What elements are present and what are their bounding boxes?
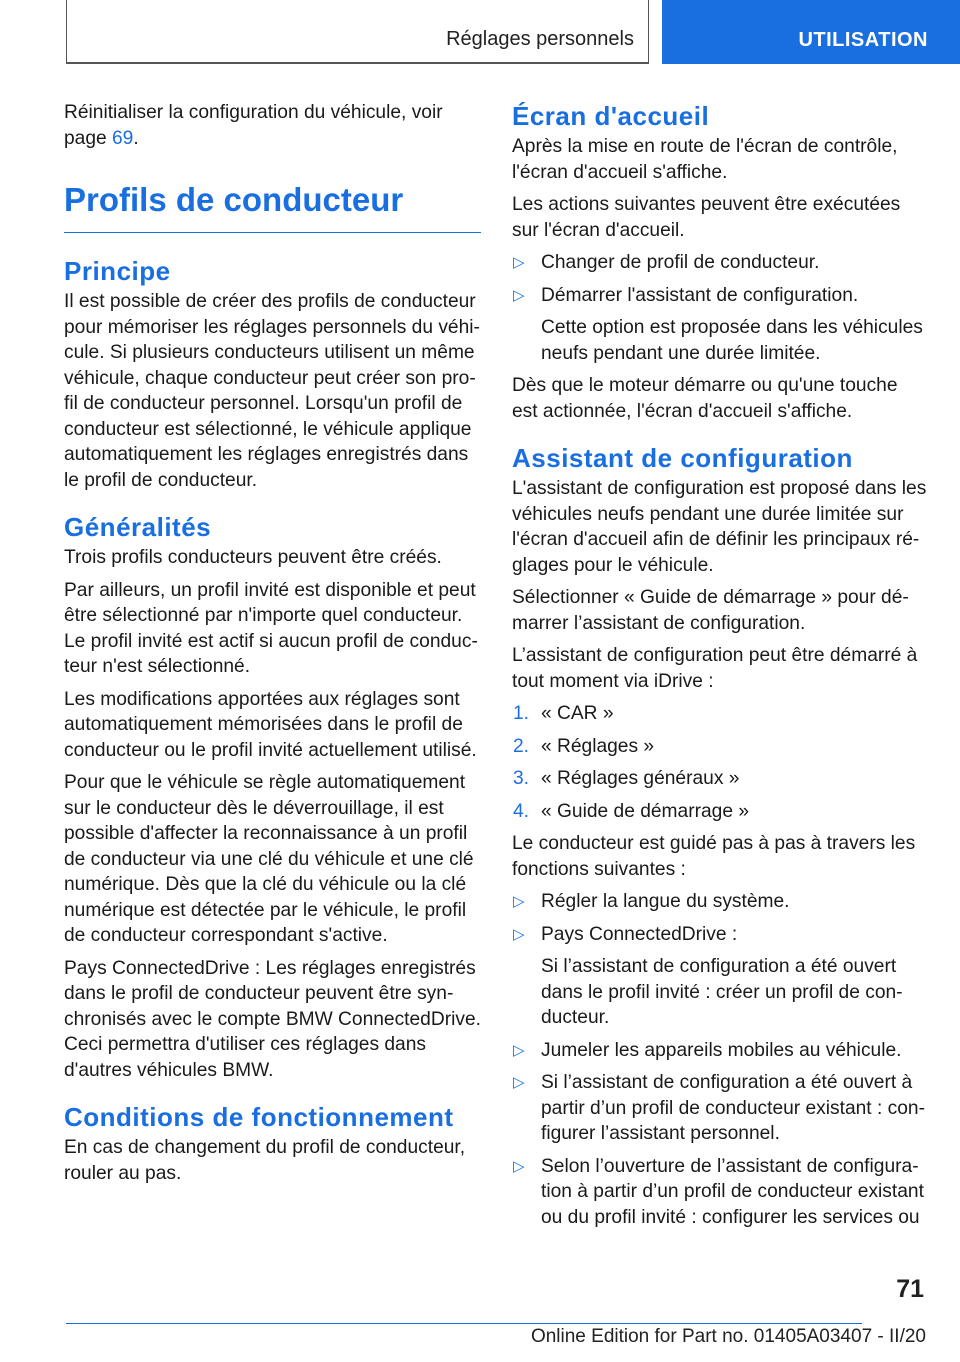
triangle-bullet-icon: ▷: [513, 1041, 525, 1059]
accueil-p1: Après la mise en route de l'écran de contrôle, l'écran d'accueil s'affiche.: [512, 136, 898, 183]
heading-assistant: Assistant de configuration: [512, 443, 853, 473]
step-number: 2.: [513, 735, 530, 757]
accueil-p3: Dès que le moteur démarre ou qu'une touche est actionnée, l'écran d'accueil s'affiche.: [512, 375, 898, 422]
accueil-action-list: [512, 250, 928, 366]
step-number: 4.: [513, 800, 530, 822]
assistant-p1: L'assistant de configuration est proposé dans les véhicules neufs pendant une durée limitée sur l'écran d'accueil afin de définir les principaux réglages pour le véhicule.: [512, 478, 927, 576]
triangle-bullet-icon: ▷: [513, 1074, 525, 1091]
list-item: ▷ Régler la langue du système.: [512, 889, 928, 915]
header-chapter-label: UTILISATION: [798, 29, 928, 51]
generalites-p5: Pays ConnectedDrive : Les réglages enregistrés dans le profil de conducteur peuvent être synchronisés avec le compte BMW ConnectedDrive. Ceci permettra d'utiliser ces réglages dans d'autres véhicules BMW.: [64, 957, 481, 1081]
list-item: 4. « Guide de démarrage »: [512, 799, 928, 825]
generalites-p2: Par ailleurs, un profil invité est disponible et peut être sélectionné par n'importe quel conducteur. Le profil invité est actif si aucun profil de conducteur n'est sélectionné.: [64, 579, 478, 677]
list-item: 2. « Réglages »: [512, 734, 928, 760]
header-section-title: Réglages personnels: [446, 28, 634, 50]
heading-generalites: Généralités: [64, 512, 212, 542]
conditions-text: En cas de changement du profil de conducteur, rouler au pas.: [64, 1137, 466, 1184]
list-item: 3. « Réglages généraux »: [512, 766, 928, 792]
left-column: [64, 100, 481, 1193]
list-item: ▷ Changer de profil de conducteur.: [512, 250, 928, 276]
header-chapter-tab[interactable]: [662, 0, 960, 64]
step-number: 1.: [513, 703, 530, 724]
header-section-box: [66, 0, 649, 64]
generalites-p4: Pour que le véhicule se règle automatiquement sur le conducteur dès le déverrouillage, il est possible d'affecter la reconnaissance à un profil de conducteur via une clé du véhicule et une clé numérique. Dès que la clé du véhicule ou la clé numérique est détectée par le véhicule, le profil de conducteur correspondant s'active.: [64, 772, 474, 946]
right-column: [512, 100, 928, 1237]
accueil-p2: Les actions suivantes peuvent être exécutées sur l'écran d'accueil.: [512, 194, 901, 241]
list-item: ▷ Jumeler les appareils mobiles au véhicule.: [512, 1038, 928, 1064]
list-item: 1. « CAR »: [512, 701, 928, 727]
page-number: 71: [896, 1275, 924, 1303]
generalites-p1: Trois profils conducteurs peuvent être créés.: [64, 547, 442, 568]
triangle-bullet-icon: ▷: [513, 925, 525, 943]
assistant-p4: Le conducteur est guidé pas à pas à travers les fonctions suivantes :: [512, 833, 916, 880]
heading-conditions: Conditions de fonctionnement: [64, 1102, 454, 1132]
list-item: ▷ Si l’assistant de configuration a été ouvert à partir d’un profil de conducteur existant : configurer l’assistant personnel.: [512, 1070, 928, 1147]
principe-text: Il est possible de créer des profils de conducteur pour mémoriser les réglages personnels du véhicule. Si plusieurs conducteurs utilisent un même véhicule, chaque conducteur peut créer son profil de conducteur personnel. Lorsqu'un profil de conducteur est sélectionné, le véhicule applique automatiquement les réglages enregistrés dans le profil de conducteur.: [64, 291, 480, 491]
list-item: ▷ Pays ConnectedDrive :: [512, 922, 928, 948]
step-number: 3.: [513, 768, 530, 789]
intro-paragraph: Réinitialiser la configuration du véhicule, voir page 69.: [64, 102, 443, 149]
generalites-p3: Les modifications apportées aux réglages sont automatiquement mémorisées dans le profil de conducteur ou le profil invité actuellement utilisé.: [64, 688, 477, 761]
heading-ecran-accueil: Écran d'accueil: [512, 101, 710, 131]
triangle-bullet-icon: ▷: [513, 254, 525, 271]
list-item: ▷ Démarrer l'assistant de configuration.: [512, 283, 928, 309]
assistant-feature-list: [512, 889, 928, 1230]
assistant-p2: Sélectionner « Guide de démarrage » pour démarrer l’assistant de configuration.: [512, 587, 909, 634]
heading-principe: Principe: [64, 256, 171, 286]
assistant-p3: L’assistant de configuration peut être démarré à tout moment via iDrive :: [512, 645, 918, 692]
triangle-bullet-icon: ▷: [513, 1157, 525, 1175]
footer-edition: Online Edition for Part no. 01405A03407 - II/20: [530, 1326, 926, 1347]
triangle-bullet-icon: ▷: [513, 286, 525, 304]
idrive-steps-list: [512, 701, 928, 824]
list-item: ▷ Selon l’ouverture de l’assistant de configuration à partir d’un profil de conducteur existant ou du profil invité : configurer les services ou: [512, 1154, 928, 1231]
list-item-note: Si l’assistant de configuration a été ouvert dans le profil invité : créer un profil de conducteur.: [541, 956, 903, 1028]
footer-divider: [66, 1323, 862, 1324]
page-link[interactable]: 69: [112, 127, 134, 149]
triangle-bullet-icon: ▷: [513, 893, 525, 910]
list-item-note: Cette option est proposée dans les véhicules neufs pendant une durée limitée.: [541, 317, 923, 364]
page-title: Profils de conducteur: [64, 181, 481, 233]
